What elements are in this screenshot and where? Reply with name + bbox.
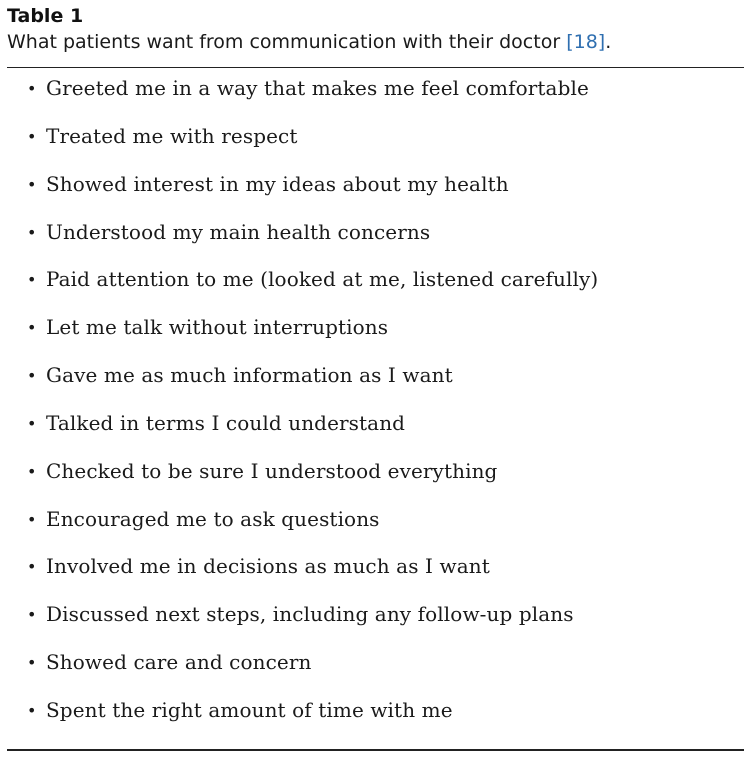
- table-caption: [7, 30, 611, 54]
- list-item: [0, 73, 748, 121]
- list-item: [0, 169, 748, 217]
- caption-text: What patients want from communication with their doctor: [7, 31, 567, 53]
- list-item-text: Talked in terms I could understand: [46, 410, 406, 435]
- list-item-text: Discussed next steps, including any follow-up plans: [46, 602, 574, 627]
- bullet-icon: •: [27, 174, 37, 194]
- list-item: [0, 456, 748, 504]
- list-item: [0, 217, 748, 265]
- bullet-icon: •: [27, 366, 37, 386]
- list-item: [0, 647, 748, 695]
- bullet-icon: •: [27, 79, 37, 98]
- bullet-list: [0, 73, 748, 743]
- list-item: [0, 312, 748, 360]
- caption-end: .: [605, 31, 612, 53]
- list-item-text: Let me talk without interruptions: [46, 315, 389, 340]
- table-top-rule: [7, 67, 744, 68]
- list-item-text: Greeted me in a way that makes me feel comfortable: [46, 76, 589, 100]
- table-bottom-rule: [7, 749, 744, 751]
- list-item-text: Involved me in decisions as much as I want: [46, 554, 490, 579]
- list-item: [0, 551, 748, 599]
- list-item-text: Encouraged me to ask questions: [46, 506, 380, 531]
- list-item: [0, 599, 748, 647]
- table-label: Table 1: [7, 5, 84, 27]
- bullet-icon: •: [27, 461, 37, 481]
- list-item-text: Gave me as much information as I want: [46, 363, 453, 388]
- list-item-text: Paid attention to me (looked at me, listened carefully): [46, 267, 599, 292]
- list-item: [0, 264, 748, 312]
- citation-link[interactable]: [18]: [566, 31, 606, 53]
- list-item-text: Showed interest in my ideas about my health: [46, 171, 509, 196]
- bullet-icon: •: [27, 605, 37, 625]
- bullet-icon: •: [27, 557, 37, 577]
- list-item-text: Checked to be sure I understood everything: [46, 458, 498, 483]
- list-item-text: Showed care and concern: [46, 650, 312, 675]
- bullet-icon: •: [27, 653, 37, 673]
- list-item: [0, 408, 748, 456]
- list-item: [0, 504, 748, 552]
- list-item-text: Spent the right amount of time with me: [46, 697, 453, 722]
- list-item-text: Understood my main health concerns: [46, 219, 431, 244]
- bullet-icon: •: [27, 318, 37, 338]
- list-item-text: Treated me with respect: [46, 123, 298, 148]
- list-item: [0, 121, 748, 169]
- bullet-icon: •: [27, 413, 37, 433]
- bullet-icon: •: [27, 270, 37, 290]
- bullet-icon: •: [27, 126, 37, 146]
- list-item: [0, 695, 748, 743]
- bullet-icon: •: [27, 222, 37, 242]
- list-item: [0, 360, 748, 408]
- bullet-icon: •: [27, 509, 37, 529]
- bullet-icon: •: [27, 700, 37, 720]
